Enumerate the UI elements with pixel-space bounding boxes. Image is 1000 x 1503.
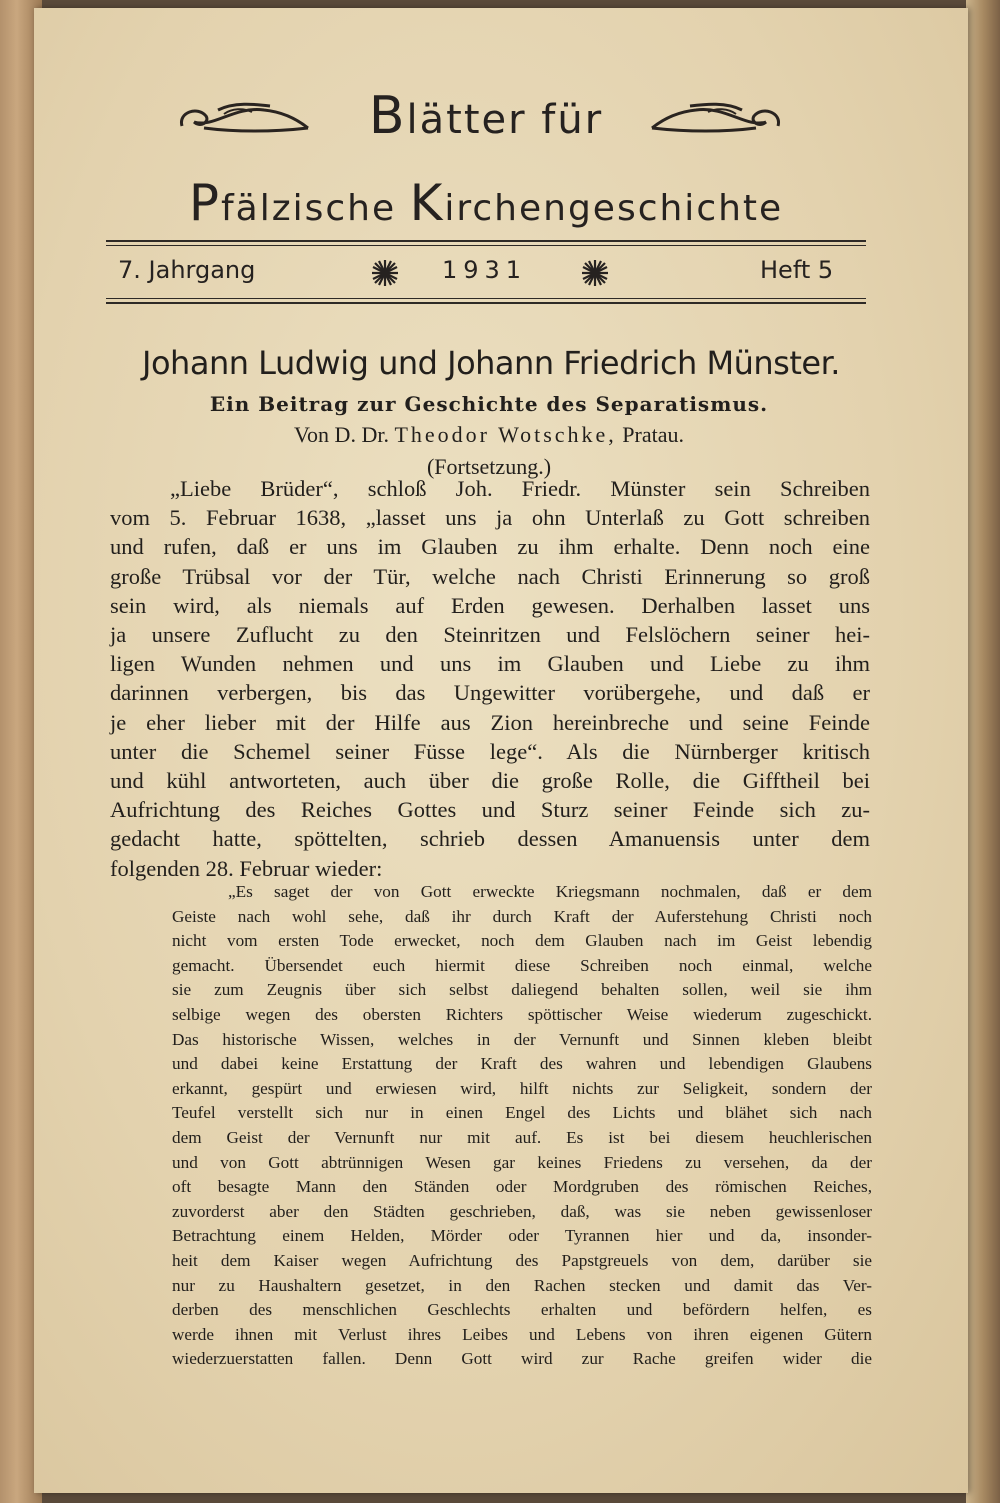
body-line: und rufen, daß er uns im Glauben zu ihm erhalte. Denn noch eine [110,534,870,560]
article-body [110,474,870,883]
book-page [34,8,968,1493]
volume-label: 7. Jahrgang [118,256,256,284]
masthead-rule-top [106,240,866,242]
quote-line: oft besagte Mann den Ständen oder Mordgruben des römischen Reiches, [172,1177,872,1197]
quote-line: „Es saget der von Gott erweckte Kriegsmann nochmalen, daß er dem [228,882,872,901]
quote-line: werde ihnen mit Verlust ihres Leibes und Lebens von ihren eigenen Gütern [172,1324,872,1344]
issue-info-row [118,256,858,292]
body-line: ligen Wunden nehmen und uns im Glauben und Liebe zu ihm [110,651,870,677]
block-quote [172,880,872,1372]
quote-line: wiederzuerstatten fallen. Denn Gott wird zur Rache greifen wider die [172,1349,872,1369]
masthead-rule-bottom [106,302,866,304]
body-line: unter die Schemel seiner Füsse lege“. Als die Nürnberger kritisch [110,738,870,764]
quote-line: und von Gott abtrünnigen Wesen gar keines Friedens zu versehen, da der [172,1152,872,1172]
quote-line: Das historische Wissen, welches in der Vernunft und Sinnen kleben bleibt [172,1029,872,1049]
author-name: Theodor Wotschke, [394,422,617,447]
year-label: 1931 [442,256,528,284]
body-line: gedacht hatte, spöttelten, schrieb dessen Amanuensis unter dem [110,826,870,852]
article-author [114,422,864,448]
author-prefix: Von D. Dr. [294,422,389,447]
masthead-word-pfaelzische: fälzische [220,188,410,229]
quote-line: heit dem Kaiser wegen Aufrichtung des Papstgreuels von dem, darüber sie [172,1250,872,1270]
continuation-note: (Fortsetzung.) [426,454,552,479]
quote-line: und dabei keine Erstattung der Kraft des wahren und lebendigen Glaubens [172,1054,872,1074]
masthead-initial-b: B [368,86,407,146]
quote-line: nur zu Haushaltern gesetzet, in den Rachen stecken und damit das Ver- [172,1275,872,1295]
masthead-title-line1 [106,86,866,146]
quote-line: Geiste nach wohl sehe, daß ihr durch Kraft der Auferstehung Christi noch [172,906,872,926]
star-ornament-icon [580,258,610,288]
masthead-rule-top-thin [106,245,866,246]
masthead-title-line2 [106,174,866,232]
body-line: Aufrichtung des Reiches Gottes und Sturz seiner Feinde sich zu- [110,797,870,823]
masthead-initial-k: K [409,174,445,232]
body-line: vom 5. Februar 1638, „lasset uns ja ohn Unterlaß zu Gott schreiben [110,505,870,531]
quote-line: dem Geist der Vernunft nur mit auf. Es ist bei diesem heuchlerischen [172,1127,872,1147]
body-line: „Liebe Brüder“, schloß Joh. Friedr. Münster sein Schreiben [170,476,870,501]
body-line: je eher lieber mit der Hilfe aus Zion hereinbreche und seine Feinde [110,709,870,735]
masthead-title-line1-text: lätter für [406,97,604,143]
body-line: große Trübsal vor der Tür, welche nach Christi Erinnerung so groß [110,563,870,589]
quote-line: sie zum Zeugnis über sich selbst daliegend behalten sollen, weil sie ihm [172,980,872,1000]
article-title: Johann Ludwig und Johann Friedrich Münster. [142,344,840,382]
article-subtitle: Ein Beitrag zur Geschichte des Separatismus. [209,392,769,416]
masthead-rule-bottom-thin [106,298,866,299]
body-line: darinnen verbergen, bis das Ungewitter vorübergehe, und daß er [110,680,870,706]
quote-line: selbige wegen des obersten Richters spöttischer Weise wiederum zugeschickt. [172,1004,872,1024]
body-line: und kühl antworteten, auch über die große Rolle, die Gifftheil bei [110,768,870,794]
quote-line: nicht vom ersten Tode erwecket, noch dem Glauben nach im Geist lebendig [172,931,872,951]
quote-line: Teufel verstellt sich nur in einen Engel des Lichts und blähet sich nach [172,1103,872,1123]
book-binding-right [966,0,1000,1503]
author-place: Pratau. [622,422,684,447]
quote-line: zuvorderst aber den Städten geschrieben, daß, was sie neben gewissenloser [172,1201,872,1221]
body-line: folgenden 28. Februar wieder: [110,855,383,881]
quote-line: derben des menschlichen Geschlechts erhalten und befördern helfen, es [172,1300,872,1320]
star-ornament-icon [370,258,400,288]
masthead-initial-p: P [188,174,221,232]
quote-line: gemacht. Übersendet euch hiermit diese Schreiben noch einmal, welche [172,955,872,975]
body-line: ja unsere Zuflucht zu den Steinritzen und Felslöchern seiner hei- [110,622,870,648]
issue-label: Heft 5 [760,256,834,284]
quote-line: erkannt, gespürt und erwiesen wird, hilft nichts zur Seligkeit, sondern der [172,1078,872,1098]
body-line: sein wird, als niemals auf Erden gewesen. Derhalben lasset uns [110,592,870,618]
quote-line: Betrachtung einem Helden, Mörder oder Tyrannen hier und da, insonder- [172,1226,872,1246]
masthead-word-kirchengeschichte: irchengeschichte [444,188,784,229]
